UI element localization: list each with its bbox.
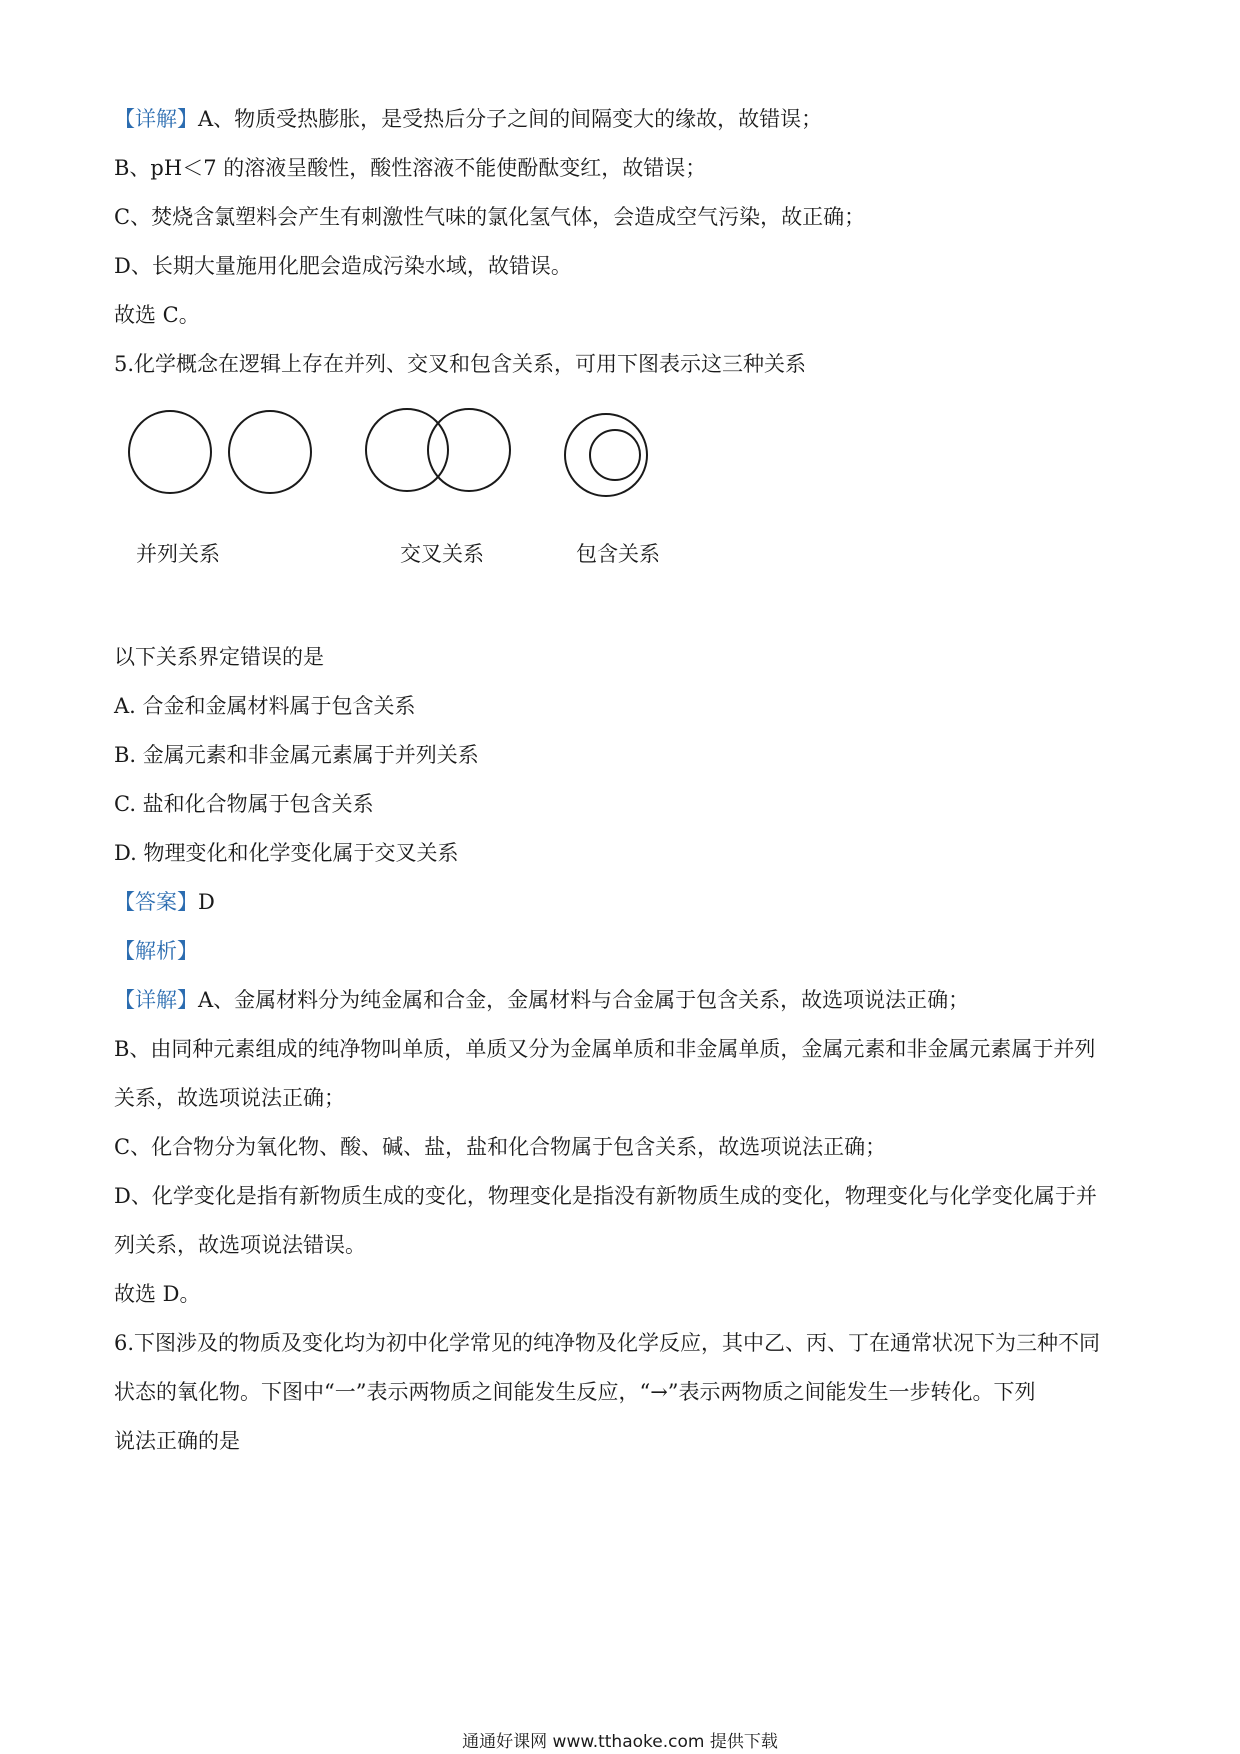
answer-value: D <box>198 890 215 914</box>
prev-detail-d: D、长期大量施用化肥会造成污染水域，故错误。 <box>114 254 572 278</box>
q5-detail-tag: 【详解】 <box>114 988 198 1012</box>
q5-option-c: C. 盐和化合物属于包含关系 <box>114 792 374 816</box>
prev-choice: 故选 C。 <box>114 303 200 327</box>
q6-stem-line2: 状态的氧化物。下图中“一”表示两物质之间能发生反应，“→”表示两物质之间能发生一步转化。下列 <box>114 1380 1036 1404</box>
caption-parallel: 并列关系 <box>136 542 220 566</box>
caption-cross: 交叉关系 <box>400 542 484 566</box>
contain-circle-outer <box>565 414 647 496</box>
prev-detail-a-text: A、物质受热膨胀，是受热后分子之间的间隔变大的缘故，故错误； <box>198 107 823 131</box>
q6-stem-line1: 6.下图涉及的物质及变化均为初中化学常见的纯净物及化学反应，其中乙、丙、丁在通常状况下为三种不同 <box>114 1331 1101 1355</box>
q5-detail-b-line1: B、由同种元素组成的纯净物叫单质，单质又分为金属单质和非金属单质，金属元素和非金属元素属于并列 <box>114 1037 1096 1061</box>
prev-detail-a <box>114 105 822 133</box>
q5-detail-b-line2: 关系，故选项说法正确； <box>114 1086 345 1110</box>
q5-prompt: 以下关系界定错误的是 <box>114 645 324 669</box>
parallel-circle-left <box>129 411 211 493</box>
q5-option-a: A. 合金和金属材料属于包含关系 <box>114 694 416 718</box>
prev-detail-b: B、pH＜7 的溶液呈酸性，酸性溶液不能使酚酞变红，故错误； <box>114 156 707 180</box>
q6-stem-line3: 说法正确的是 <box>114 1429 240 1453</box>
detail-tag: 【详解】 <box>114 107 198 131</box>
q5-choice: 故选 D。 <box>114 1282 201 1306</box>
parallel-circle-right <box>229 411 311 493</box>
q5-answer <box>114 888 215 916</box>
q5-option-b: B. 金属元素和非金属元素属于并列关系 <box>114 743 479 767</box>
q5-detail-a-text: A、金属材料分为纯金属和合金，金属材料与合金属于包含关系，故选项说法正确； <box>198 988 970 1012</box>
cross-circle-left <box>366 409 448 491</box>
q5-detail-c: C、化合物分为氧化物、酸、碱、盐，盐和化合物属于包含关系，故选项说法正确； <box>114 1135 887 1159</box>
analysis-tag: 【解析】 <box>114 939 198 963</box>
q5-detail-d-line1: D、化学变化是指有新物质生成的变化，物理变化是指没有新物质生成的变化，物理变化与化学变化属于并 <box>114 1184 1097 1208</box>
q5-stem: 5.化学概念在逻辑上存在并列、交叉和包含关系，可用下图表示这三种关系 <box>114 352 807 376</box>
q5-analysis <box>114 937 198 965</box>
answer-tag: 【答案】 <box>114 890 198 914</box>
contain-circle-inner <box>590 430 640 480</box>
q5-detail-a <box>114 986 969 1014</box>
prev-detail-c: C、焚烧含氯塑料会产生有刺激性气味的氯化氢气体，会造成空气污染，故正确； <box>114 205 866 229</box>
q5-option-d: D. 物理变化和化学变化属于交叉关系 <box>114 841 459 865</box>
caption-contain: 包含关系 <box>576 542 660 566</box>
page-footer: 通通好课网 www.tthaoke.com 提供下载 <box>462 1732 778 1752</box>
relation-diagram <box>114 400 684 500</box>
q5-detail-d-line2: 列关系，故选项说法错误。 <box>114 1233 366 1257</box>
cross-circle-right <box>428 409 510 491</box>
